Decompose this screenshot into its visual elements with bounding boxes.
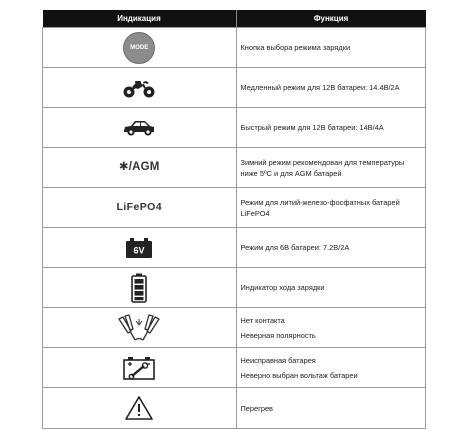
battery-6v-label: 6V bbox=[133, 245, 145, 255]
function-cell: Быстрый режим для 12В батареи: 14В/4А bbox=[236, 108, 426, 148]
clamps-icon bbox=[116, 313, 162, 343]
function-cell: Медленный режим для 12В батареи: 14.4В/2А bbox=[236, 68, 426, 108]
function-cell: Режим для 6В батареи: 7.2В/2А bbox=[236, 228, 426, 268]
table-row bbox=[43, 308, 426, 348]
function-line-2: Неверная полярность bbox=[240, 330, 316, 340]
table-row bbox=[43, 228, 426, 268]
battery-6v-icon bbox=[125, 237, 153, 259]
indication-cell bbox=[43, 148, 237, 188]
header-function: Функция bbox=[236, 10, 426, 28]
table-row bbox=[43, 148, 426, 188]
charge-level-icon bbox=[131, 273, 147, 303]
function-cell bbox=[236, 308, 426, 348]
table-header-row bbox=[43, 10, 426, 28]
function-line-1: Неисправная батарея bbox=[240, 355, 316, 365]
indication-cell bbox=[43, 228, 237, 268]
table-row bbox=[43, 28, 426, 68]
indication-cell bbox=[43, 268, 237, 308]
function-cell: Зимний режим рекомендован для температуры ниже 5ºС и для AGM батарей bbox=[236, 148, 426, 188]
function-cell: Кнопка выбора режима зарядки bbox=[236, 28, 426, 68]
table-row bbox=[43, 108, 426, 148]
lifepo4-icon: LiFePO4 bbox=[116, 201, 162, 213]
faulty-battery-icon bbox=[122, 355, 156, 381]
function-cell: Режим для литий-железо-фосфатных батарей LiFePO4 bbox=[236, 188, 426, 228]
function-cell: Индикатор хода зарядки bbox=[236, 268, 426, 308]
indication-table bbox=[42, 10, 426, 429]
table-row bbox=[43, 348, 426, 388]
indication-cell bbox=[43, 188, 237, 228]
motorcycle-icon bbox=[122, 77, 156, 99]
warning-triangle-icon bbox=[124, 395, 154, 421]
car-icon bbox=[122, 118, 156, 138]
table-row bbox=[43, 68, 426, 108]
function-cell: Перегрев bbox=[236, 388, 426, 429]
function-line-2: Неверно выбран вольтаж батареи bbox=[240, 370, 358, 380]
header-indication: Индикация bbox=[43, 10, 237, 28]
indication-table-container bbox=[42, 10, 424, 429]
table-row bbox=[43, 268, 426, 308]
mode-button-icon: MODE bbox=[123, 32, 155, 64]
indication-cell bbox=[43, 348, 237, 388]
indication-cell bbox=[43, 68, 237, 108]
indication-cell bbox=[43, 28, 237, 68]
table-row bbox=[43, 188, 426, 228]
indication-cell bbox=[43, 308, 237, 348]
snowflake-agm-icon: ✱/AGM bbox=[118, 161, 160, 173]
function-cell bbox=[236, 348, 426, 388]
table-row bbox=[43, 388, 426, 429]
indication-cell bbox=[43, 388, 237, 429]
indication-cell bbox=[43, 108, 237, 148]
function-line-1: Нет контакта bbox=[240, 315, 285, 325]
